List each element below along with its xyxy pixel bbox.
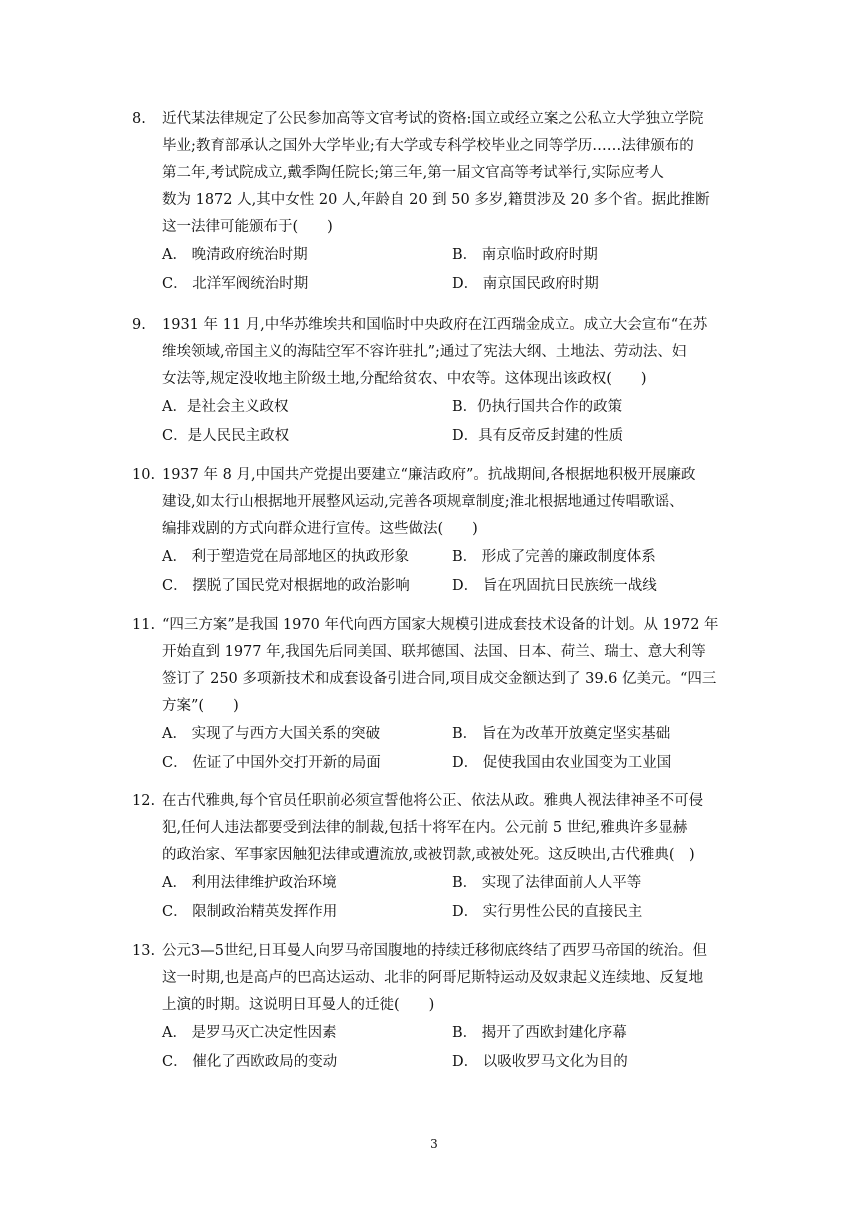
option-a[interactable]: A． 实现了与西方大国关系的突破 [162,726,381,742]
question-text: 这一时期,也是高卢的巴高达运动、北非的阿哥尼斯特运动及奴隶起义连续地、反复地 [162,970,704,986]
question-line [132,489,752,516]
question-number: 11. [132,617,156,633]
options-row [132,543,752,572]
question-number: 13. [132,943,156,959]
option-a[interactable]: A． 利用法律维护政治环境 [162,875,337,891]
option-c[interactable]: C． 催化了西欧政局的变动 [162,1054,338,1070]
option-b[interactable]: B． 揭开了西欧封建化序幕 [452,1025,627,1041]
question-number: 10. [132,467,156,483]
option-b[interactable]: B． 实现了法律面前人人平等 [452,875,642,891]
option-c[interactable]: C． 北洋军阀统治时期 [162,276,309,292]
question-text: 1931 年 11 月,中华苏维埃共和国临时中央政府在江西瑞金成立。成立大会宣布“在苏 [162,317,708,333]
options-row [132,898,752,927]
question-number: 9. [132,317,146,333]
option-c[interactable]: C． 限制政治精英发挥作用 [162,904,338,920]
question-text: 开始直到 1977 年,我国先后同美国、联邦德国、法国、日本、荷兰、瑞士、意大利等 [162,644,706,660]
question-text: 第二年,考试院成立,戴季陶任院长;第三年,第一届文官高等考试举行,实际应考人 [162,165,664,181]
question-line [132,666,752,693]
question-line [132,339,752,366]
question-text: 女法等,规定没收地主阶级土地,分配给贫农、中农等。这体现出该政权( ) [162,371,647,387]
question-number: 12. [132,793,156,809]
option-c[interactable]: C． 摆脱了国民党对根据地的政治影响 [162,578,410,594]
question-line [132,187,752,214]
option-d[interactable]: D． 以吸收罗马文化为目的 [452,1054,628,1070]
question-text: 在古代雅典,每个官员任职前必须宣誓他将公正、依法从政。雅典人视法律神圣不可侵 [162,793,704,809]
options-row [132,393,752,422]
options-row [132,749,752,778]
options-row [132,241,752,270]
options-row [132,1048,752,1077]
question-line [132,938,752,965]
option-c[interactable]: C． 佐证了中国外交打开新的局面 [162,755,381,771]
question-line [132,965,752,992]
option-d[interactable]: D． 南京国民政府时期 [452,276,599,292]
option-b[interactable]: B． 南京临时政府时期 [452,247,598,263]
option-c[interactable]: C．是人民民主政权 [162,428,290,444]
question-text: “四三方案”是我国 1970 年代向西方国家大规模引进成套技术设备的计划。从 1972 年 [162,617,719,633]
question-line [132,693,752,720]
option-a[interactable]: A．是社会主义政权 [162,399,289,415]
question-text: 近代某法律规定了公民参加高等文官考试的资格:国立或经立案之公私立大学独立学院 [162,111,704,127]
option-a[interactable]: A． 利于塑造党在局部地区的执政形象 [162,549,410,565]
question-8 [132,106,752,299]
question-line [132,516,752,543]
question-line [132,160,752,187]
option-b[interactable]: B． 形成了完善的廉政制度体系 [452,549,656,565]
question-12 [132,788,752,927]
question-text: 犯,任何人违法都要受到法律的制裁,包括十将军在内。公元前 5 世纪,雅典许多显赫 [162,820,688,836]
question-line [132,214,752,241]
question-line [132,788,752,815]
options-row [132,270,752,299]
question-text: 的政治家、军事家因触犯法律或遭流放,或被罚款,或被处死。这反映出,古代雅典( ) [162,847,695,863]
options-row [132,1019,752,1048]
page-number: 3 [430,1137,438,1151]
option-b[interactable]: B． 旨在为改革开放奠定坚实基础 [452,726,671,742]
question-text: 毕业;教育部承认之国外大学毕业;有大学或专科学校毕业之同等学历……法律颁布的 [162,138,694,154]
question-line [132,639,752,666]
question-line [132,612,752,639]
option-a[interactable]: A． 是罗马灭亡决定性因素 [162,1025,337,1041]
option-d[interactable]: D． 实行男性公民的直接民主 [452,904,643,920]
question-text: 方案”( ) [162,698,239,714]
question-text: 维埃领域,帝国主义的海陆空军不容许驻扎”;通过了宪法大纲、土地法、劳动法、妇 [162,344,687,360]
question-10 [132,462,752,601]
option-d[interactable]: D． 旨在巩固抗日民族统一战线 [452,578,657,594]
option-b[interactable]: B．仍执行国共合作的政策 [452,399,623,415]
question-text: 1937 年 8 月,中国共产党提出要建立“廉洁政府”。抗战期间,各根据地积极开展廉政 [162,467,696,483]
options-row [132,869,752,898]
option-d[interactable]: D．具有反帝反封建的性质 [452,428,624,444]
question-line [132,842,752,869]
question-line [132,992,752,1019]
question-text: 数为 1872 人,其中女性 20 人,年龄自 20 到 50 多岁,籍贯涉及 20 多个省。据此推断 [162,192,710,208]
question-text: 这一法律可能颁布于( ) [162,219,333,235]
question-13 [132,938,752,1077]
options-row [132,720,752,749]
question-line [132,312,752,339]
question-line [132,133,752,160]
option-a[interactable]: A． 晚清政府统治时期 [162,247,308,263]
question-text: 建设,如太行山根据地开展整风运动,完善各项规章制度;淮北根据地通过传唱歌谣、 [162,494,684,510]
question-line [132,106,752,133]
question-11 [132,612,752,778]
question-text: 上演的时期。这说明日耳曼人的迁徙( ) [162,997,435,1013]
question-text: 签订了 250 多项新技术和成套设备引进合同,项目成交金额达到了 39.6 亿美元。“四三 [162,671,717,687]
options-row [132,572,752,601]
options-row [132,422,752,451]
question-text: 编排戏剧的方式向群众进行宣传。这些做法( ) [162,521,478,537]
question-text: 公元3—5世纪,日耳曼人向罗马帝国腹地的持续迁移彻底终结了西罗马帝国的统治。但 [162,943,708,959]
question-line [132,366,752,393]
question-number: 8. [132,111,146,127]
question-line [132,815,752,842]
option-d[interactable]: D． 促使我国由农业国变为工业国 [452,755,672,771]
question-line [132,462,752,489]
question-9 [132,312,752,451]
